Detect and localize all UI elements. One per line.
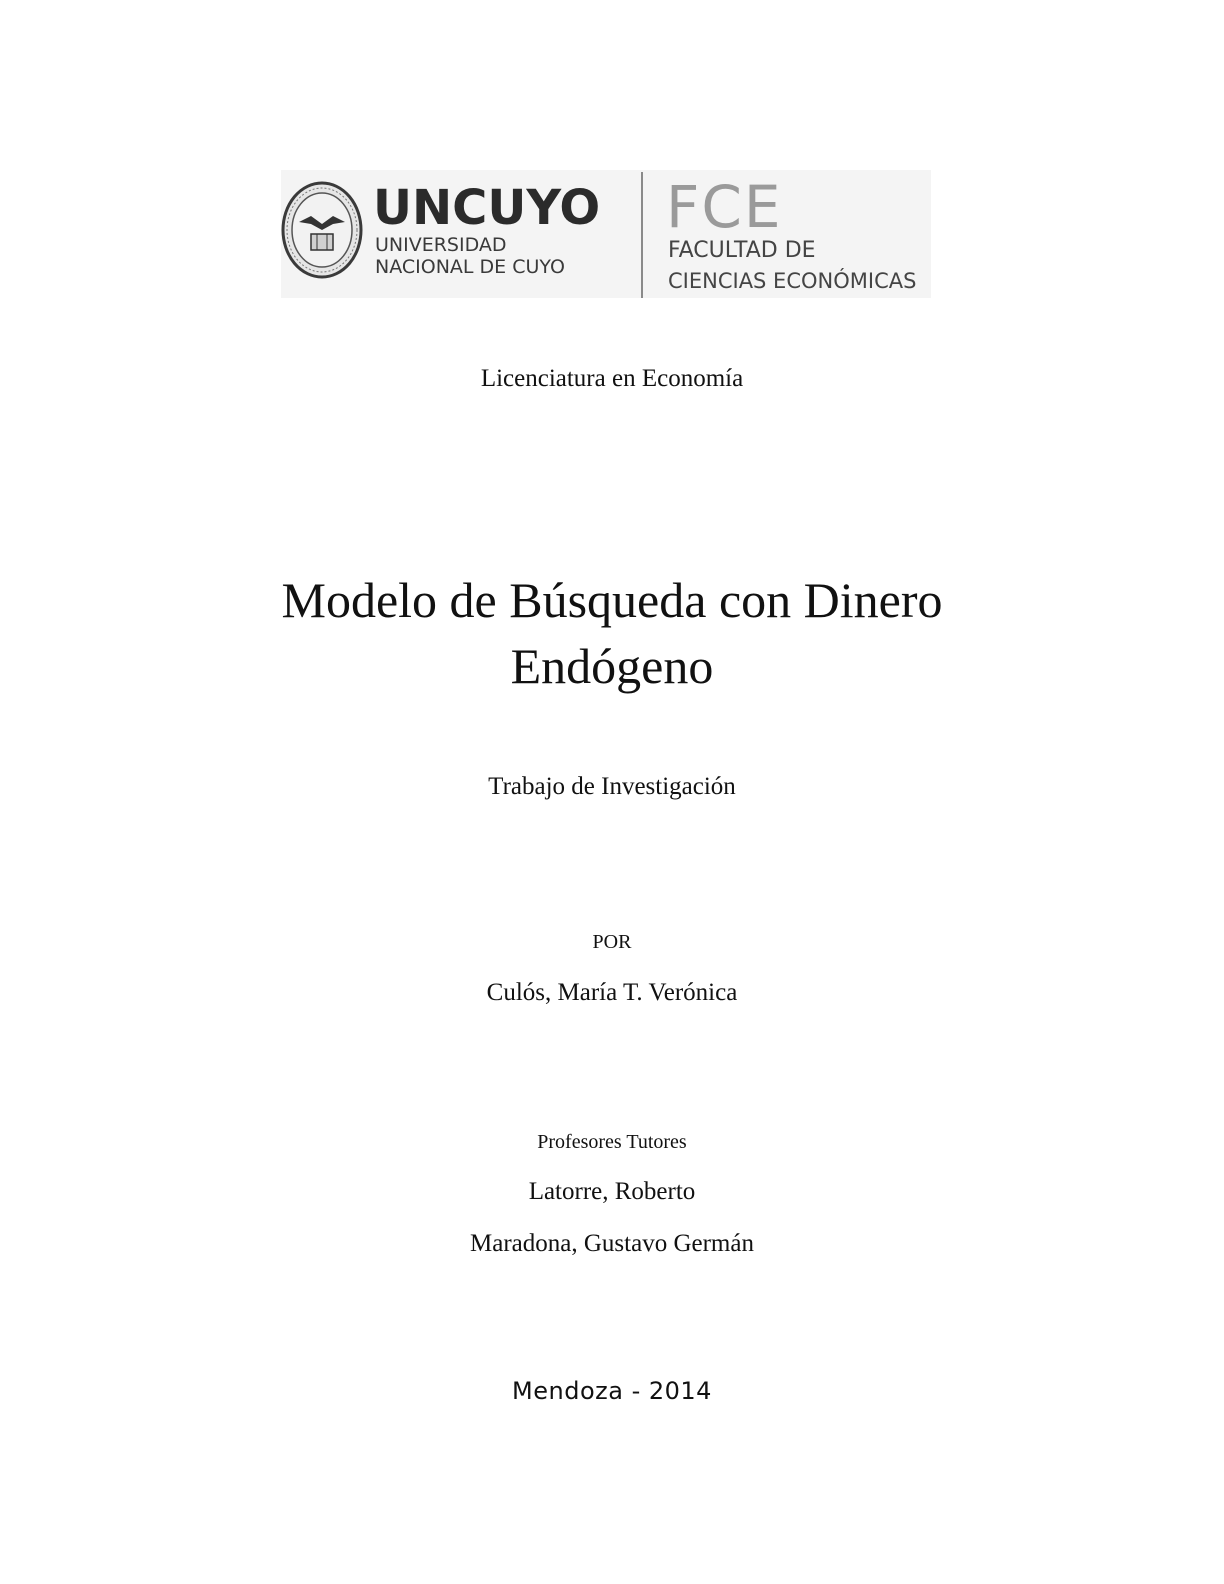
document-title-line2: Endógeno bbox=[510, 638, 714, 694]
university-seal-icon bbox=[281, 180, 363, 280]
faculty-name-line1: FACULTAD DE bbox=[668, 238, 816, 263]
logo-divider bbox=[641, 172, 643, 298]
faculty-wordmark: FCE bbox=[666, 173, 783, 241]
tutor-name: Latorre, Roberto bbox=[528, 1178, 696, 1205]
tutors-label: Profesores Tutores bbox=[537, 1131, 687, 1153]
university-name-line2: NACIONAL DE CUYO bbox=[375, 256, 565, 278]
university-wordmark: UNCUYO bbox=[373, 180, 601, 236]
document-title-line1: Modelo de Búsqueda con Dinero bbox=[281, 572, 943, 628]
institution-logo bbox=[281, 170, 931, 298]
place-and-date: Mendoza - 2014 bbox=[512, 1377, 712, 1405]
degree-program: Licenciatura en Economía bbox=[480, 365, 744, 392]
document-type: Trabajo de Investigación bbox=[488, 773, 736, 800]
faculty-name-line2: CIENCIAS ECONÓMICAS bbox=[668, 269, 917, 293]
tutor-name: Maradona, Gustavo Germán bbox=[470, 1230, 754, 1257]
university-name-line1: UNIVERSIDAD bbox=[375, 234, 507, 256]
by-label: POR bbox=[592, 931, 632, 953]
author-name: Culós, María T. Verónica bbox=[486, 979, 738, 1006]
